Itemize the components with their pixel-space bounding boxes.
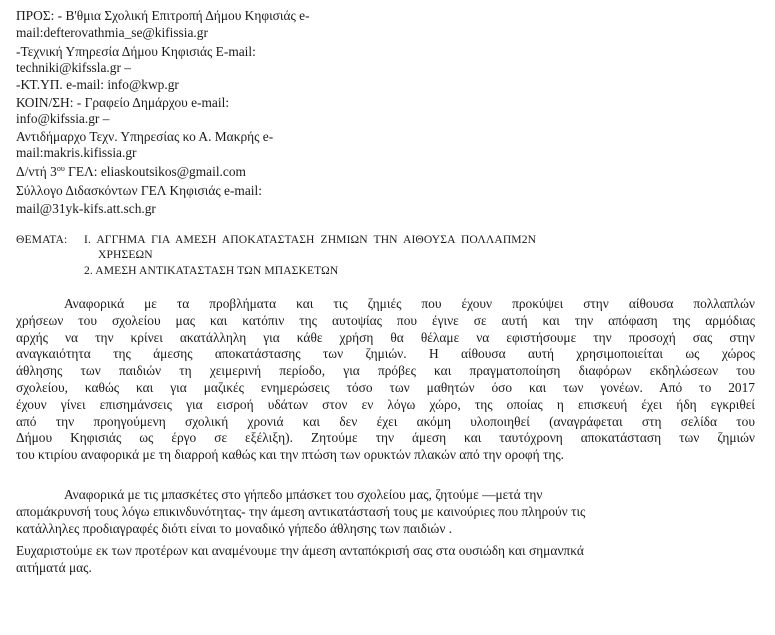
subject-label: ΘΕΜΑΤΑ: [16, 233, 68, 246]
cc-line-mayor-office: ΚΟΙΝ/ΣΗ: - Γραφείο Δημάρχου e-mail: [16, 95, 230, 110]
cc-email-mayor-office: info@kifssia.gr – [16, 111, 110, 126]
subject-item-1: Ι. ΑΓΓΗΜΑ ΓΙΑ ΑΜΕΣΗ ΑΠΟΚΑΤΑΣΤΑΣΗ ΖΗΜΙΩΝ ΤΗΝ ΑΙΘΟΥΣΑ ΠΟΛΛΑΠΜ2Ν [84, 233, 537, 246]
paragraph-1-line: σχολείου, καθώς και για μαζικές ενημερώσεις τόσο των μαθητών όσο και των γονέων. Από το 2017 [16, 379, 755, 395]
paragraph-2-line: απομάκρυνσή τους λόγω επικινδυνότητας- την άμεση αντικατάστασή τους με καινούριες που πληρούν τις [16, 503, 586, 519]
paragraph-1-line: Δήμου Κηφισιάς ως έργο σε εξέλιξη). Ζητούμε την άμεση και ταυτόχρονη αποκατάσταση των ζημιών [16, 430, 755, 446]
director-ordinal-superscript: ου [56, 164, 65, 173]
cc-line-deputy-mayor: Αντιδήμαρχο Τεχν. Υπηρεσίας κο Α. Μακρής e- [16, 129, 274, 144]
closing-line: αιτήματά μας. [16, 559, 92, 575]
cc-line-school-director [16, 164, 246, 180]
closing-paragraph [16, 543, 755, 577]
paragraph-2-line: Αναφορικά με τις μπασκέτες στο γήπεδο μπάσκετ του σχολείου μας, ζητούμε —μετά την [64, 487, 543, 502]
body-paragraph-2 [16, 487, 755, 537]
cc-email-teachers-association: mail@31yk-kifs.att.sch.gr [16, 201, 156, 216]
recipient-email-technical-service: techniki@kifssla.gr – [16, 60, 131, 75]
cc-line-teachers-association: Σύλλογο Διδασκόντων ΓΕΛ Κηφισιάς e-mail: [16, 183, 262, 198]
cc-email-deputy-mayor: mail:makris.kifissia.gr [16, 145, 137, 160]
body-paragraph-1 [16, 296, 755, 464]
paragraph-2-line: κατάλληλες προδιαγραφές διότι είναι το μοναδικό γήπεδο άθλησης των παιδιών . [16, 520, 453, 536]
director-email: ΓΕΛ: eliaskoutsikos@gmail.com [64, 164, 246, 179]
paragraph-1-line: αναγκαιότητα της άμεσης αποκατάστασης των ζημιών. Η αίθουσα αυτή χρησιμοποιείται ως χώρος [16, 346, 755, 362]
director-prefix: Δ/ντή 3 [16, 164, 57, 179]
recipient-line-technical-service: -Τεχνική Υπηρεσία Δήμου Κηφισιάς E-mail: [16, 44, 256, 59]
recipient-line-to: ΠΡΟΣ: - B'θμια Σχολική Επιτροπή Δήμου Κηφισιάς e- [16, 8, 310, 23]
paragraph-1-line: Αναφορικά με τα προβλήματα και τις ζημιές που έχουν προκύψει στην αίθουσα πολλαπλών [64, 296, 755, 311]
closing-line: Ευχαριστούμε εκ των προτέρων και αναμένουμε την άμεση ανταπόκρισή σας στα ουσιώδη και σημανπκά [16, 543, 584, 558]
paragraph-1-line: αρχής να την κρίνει ακατάλληλη για κάθε χρήση θα θέλαμε να εφιστήσουμε την προσοχή σας στην [16, 329, 755, 345]
paragraph-1-line: από την προηγούμενη σχολική χρονιά και δεν έχει ακόμη υλοποιηθεί (αναγράφεται στη σελίδα του [16, 413, 755, 429]
paragraph-1-line: άθλησης των παιδιών τη χειμερινή περίοδο, για πρόβες και πραγματοποίηση διαφόρων εκδηλώσεων του [16, 363, 755, 379]
subject-item-2: 2. ΑΜΕΣΗ ΑΝΤΙΚΑΤΑΣΤΑΣΗ ΤΩΝ ΜΠΑΣΚΕΤΩΝ [84, 264, 339, 277]
recipient-email-school-committee: mail:defterovathmia_se@kifissia.gr [16, 25, 208, 40]
paragraph-1-line: έχουν γίνει επισημάνσεις για εισροή υδάτων στον εν λόγω χώρο, της οποίας η επισκευή έχει ήδη εγκριθεί [16, 396, 755, 412]
subject-item-1-continuation: ΧΡΗΣΕΩΝ [98, 248, 153, 261]
paragraph-1-line: χρήσεων του σχολείου μας και κατόπιν της αυτοψίας που έγινε σε αυτή και την απόφαση της αρμόδιας [16, 312, 755, 328]
paragraph-1-line: του κτιρίου αναφορικά με τη διαρροή καθώς και την πτώση των ορυκτών πλακών από την οροφή της. [16, 447, 565, 463]
recipient-line-ktyp: -ΚΤ.ΥΠ. e-mail: info@kwp.gr [16, 77, 179, 92]
